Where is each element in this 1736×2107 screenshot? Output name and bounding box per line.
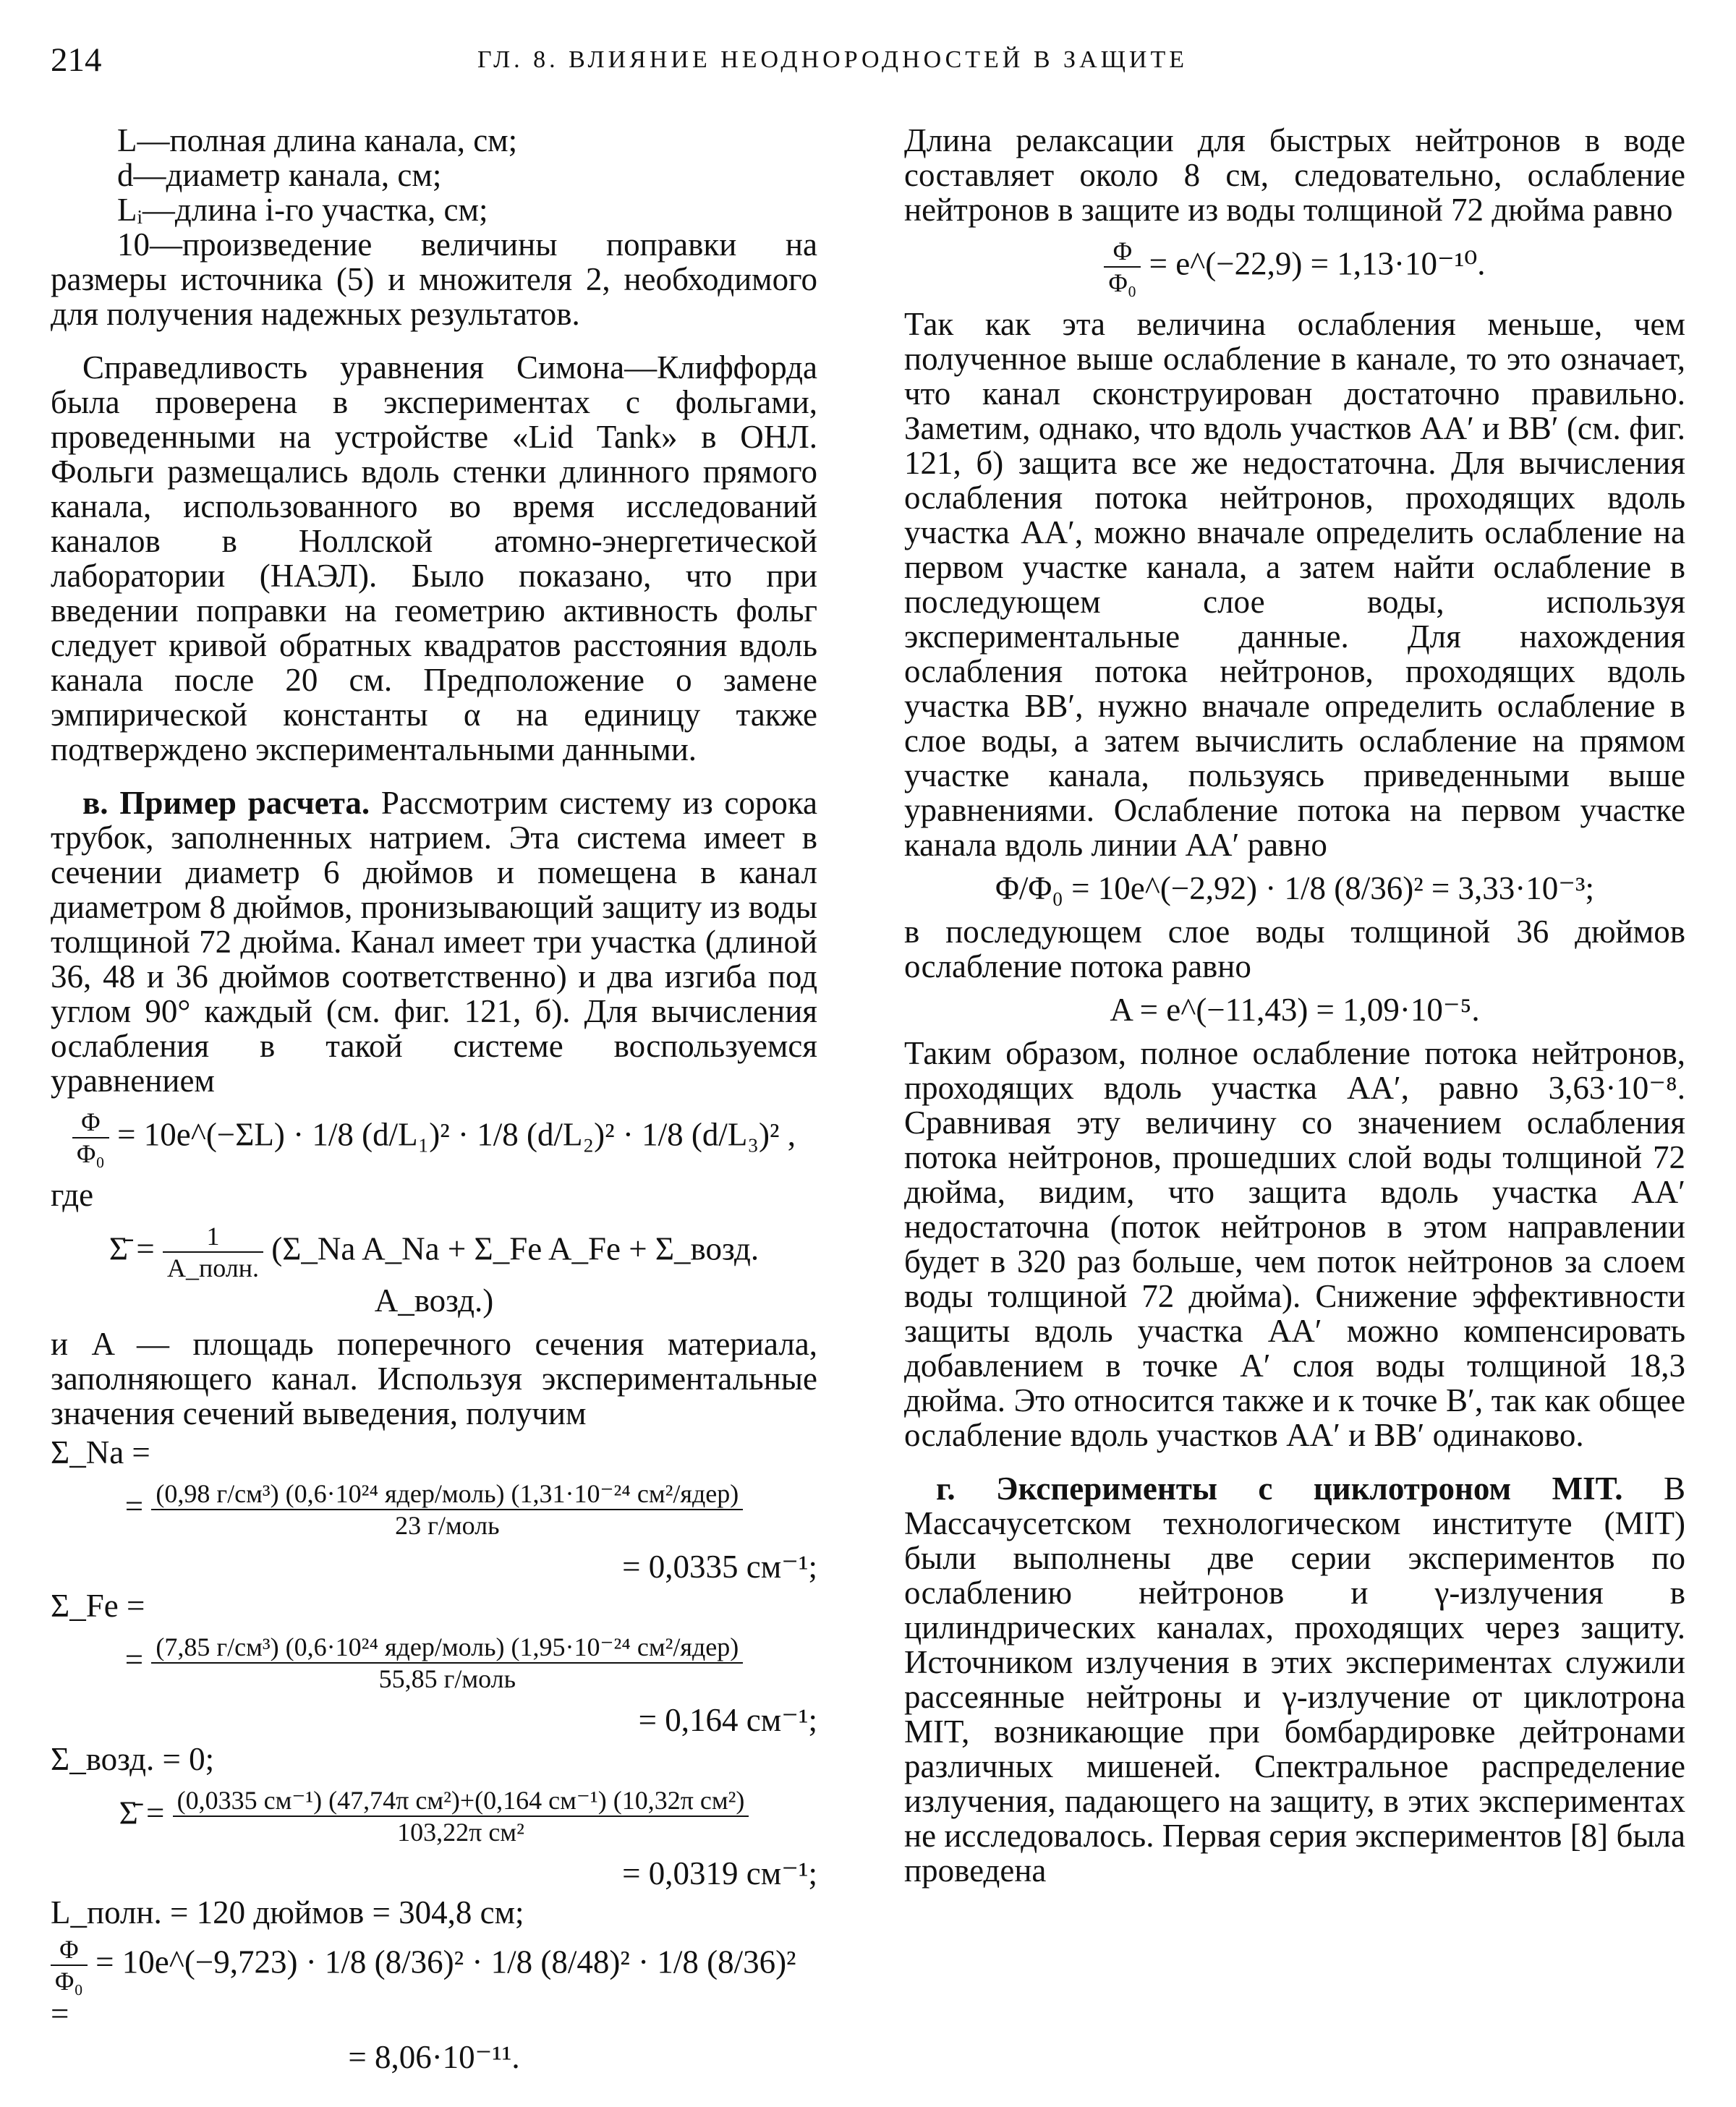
paragraph-total: Таким образом, полное ослабление потока нейтронов, проходящих вдоль участка AA′, равно 3,63·10⁻⁸. Сравнивая эту величину со значением ослабления потока нейтронов, прошедших слой воды толщиной 72 дюйма, видим, что защита вдоль участка AA′ недостаточна (поток нейтронов в этом направлении будет в 320 раз больше, чем поток нейтронов за слоем воды толщиной 72 дюйма). Снижение эффективности защиты вдоль участка AA′ можно компенсировать добавлением в точке A′ слоя воды толщиной 18,3 дюйма. Это относится также и к точке B′, так как общее ослабление вдоль участков AA′ и BB′ одинаково. bbox=[904, 1035, 1685, 1453]
where-label: где bbox=[51, 1177, 94, 1213]
definition-Li: Lᵢ—длина i-го участка, см; bbox=[117, 192, 488, 228]
calc-value: = 8,06·10⁻¹¹. bbox=[348, 2039, 520, 2075]
equation-water-rhs: = e^(−22,9) = 1,13·10⁻¹⁰. bbox=[1149, 245, 1486, 282]
sigma-na-fraction: = $\frac{\text{(0,98 г/см³) (0,6·10²⁴ ядер/моль) (1,31·10⁻²⁴ см²/ядер)}}{\text{23 г/моль}}$ bbox=[51, 1478, 817, 1541]
sigma-fe-fraction: = $\frac{\text{(7,85 г/см³) (0,6·10²⁴ ядер/моль) (1,95·10⁻²⁴ см²/ядер)}}{\text{55,85 г/моль}}$ bbox=[51, 1632, 817, 1694]
sigma-bar-fraction: Σ̄ = $\frac{\text{(0,0335 см⁻¹) (47,74π см²)+(0,164 см⁻¹) (10,32π см²)}}{\text{103,22π см²}}$ bbox=[51, 1785, 817, 1847]
equation-water: $\frac{\Phi}{\text{Φ₀}}$ = e^(−22,9) = 1,13·10⁻¹⁰. bbox=[904, 236, 1685, 298]
equation-main bbox=[51, 1107, 817, 1169]
page-header bbox=[43, 41, 1678, 84]
definition-L: L—полная длина канала, см; bbox=[117, 122, 518, 158]
equation-sigma: Σ̄ = $\frac{1}{\text{A\_полн.}}$ (Σ_Na A_Na + Σ_Fe A_Fe + Σ_возд. A_возд.) bbox=[109, 1222, 760, 1319]
section-g-heading: г. Эксперименты с циклотроном MIT. bbox=[936, 1470, 1623, 1507]
paragraph-relaxation: Длина релаксации для быстрых нейтронов в воде составляет около 8 см, следовательно, ослабление нейтронов в защите из воды толщиной 72 дюйма равно bbox=[904, 122, 1685, 228]
sigma-fe-numerator: (7,85 г/см³) (0,6·10²⁴ ядер/моль) (1,95·10⁻²⁴ см²/ядер) bbox=[151, 1632, 743, 1664]
page-number: 214 bbox=[51, 41, 102, 79]
sigma-na-denominator: 23 г/моль bbox=[395, 1511, 500, 1540]
right-column bbox=[904, 123, 1685, 1888]
paragraph-simon-clifford: Справедливость уравнения Симона—Клиффорда была проверена в экспериментах с фольгами, проведенными на устройстве «Lid Tank» в ОНЛ. Фольги размещались вдоль стенки длинного прямого канала, использованного во время исследований каналов в Ноллской атомно-энергетической лаборатории (НАЭЛ). Было показано, что при введении поправки на геометрию активность фольг следует кривой обратных квадратов расстояния вдоль канала после 20 см. Предположение о замене эмпирической константы α на единицу также подтверждено экспериментальными данными. bbox=[51, 349, 817, 767]
paragraph-channel: Так как эта величина ослабления меньше, чем полученное выше ослабление в канале, то это означает, что канал сконструирован достаточно правильно. Заметим, однако, что вдоль участков AA′ и BB′ (см. фиг. 121, б) защита все же недостаточна. Для вычисления ослабления потока нейтронов, проходящих вдоль участка AA′, можно вначале определить ослабление на первом участке канала, а затем найти ослабление в последующем слое воды, используя экспериментальные данные. Для нахождения ослабления потока нейтронов, проходящих вдоль участка BB′, нужно вначале определить ослабление в слое воды, а затем вычислить ослабление на прямом участке канала, пользуясь приведенными выше уравнениями. Ослабление потока на первом участке канала вдоль линии AA′ равно bbox=[904, 306, 1685, 863]
sigma-bar-numerator: (0,0335 см⁻¹) (47,74π см²)+(0,164 см⁻¹) (10,32π см²) bbox=[173, 1785, 749, 1817]
running-title: ГЛ. 8. ВЛИЯНИЕ НЕОДНОРОДНОСТЕЙ В ЗАЩИТЕ bbox=[477, 46, 1188, 73]
section-v-heading: в. Пример расчета. bbox=[82, 785, 370, 821]
l-full: L_полн. = 120 дюймов = 304,8 см; bbox=[51, 1894, 524, 1931]
sigma-na-label: Σ_Na = bbox=[51, 1434, 150, 1470]
sigma-bar-value: = 0,0319 см⁻¹; bbox=[622, 1855, 817, 1891]
section-v-text: Рассмотрим систему из сорока трубок, заполненных натрием. Эта система имеет в сечении диаметр 6 дюймов и помещена в канал диаметром 8 дюймов, пронизывающий защиту из воды толщиной 72 дюйма. Канал имеет три участка (длиной 36, 48 и 36 дюймов соответственно) и два изгиба под углом 90° каждый (см. фиг. 121, б). Для вычисления ослабления в такой системе воспользуемся уравнением bbox=[51, 785, 818, 1099]
phi-ratio: $\frac{\Phi}{\text{Φ₀}}$ bbox=[72, 1107, 109, 1169]
sigma-fe-value: = 0,164 см⁻¹; bbox=[638, 1702, 817, 1738]
section-v-paragraph bbox=[51, 786, 817, 1098]
paragraph-area: и A — площадь поперечного сечения материала, заполняющего канал. Используя экспериментальные значения сечений выведения, получим bbox=[51, 1326, 817, 1431]
calc-rhs: = 10e^(−9,723) · 1/8 (8/36)² · 1/8 (8/48)² · 1/8 (8/36)² = bbox=[51, 1944, 796, 2032]
sigma-na-value: = 0,0335 см⁻¹; bbox=[622, 1549, 817, 1585]
equation-water-layer: A = e^(−11,43) = 1,09·10⁻⁵. bbox=[1110, 992, 1480, 1028]
sigma-na-numerator: (0,98 г/см³) (0,6·10²⁴ ядер/моль) (1,31·10⁻²⁴ см²/ядер) bbox=[151, 1478, 743, 1510]
sigma-bar-denominator: 103,22π см² bbox=[397, 1818, 524, 1847]
calc-equation: $\frac{\Phi}{\text{Φ₀}}$ = 10e^(−9,723) · 1/8 (8/36)² · 1/8 (8/48)² · 1/8 (8/36)² = bbox=[51, 1935, 796, 2032]
sigma-fe-denominator: 55,85 г/моль bbox=[378, 1664, 516, 1693]
equation-sigma-rhs: (Σ_Na A_Na + Σ_Fe A_Fe + Σ_возд. A_возд.) bbox=[271, 1230, 760, 1319]
sigma-air: Σ_возд. = 0; bbox=[51, 1741, 215, 1777]
definition-d: d—диаметр канала, см; bbox=[117, 157, 442, 193]
section-g-paragraph bbox=[904, 1471, 1685, 1888]
sigma-fraction: $\frac{1}{\text{A\_полн.}}$ bbox=[163, 1221, 263, 1283]
left-column bbox=[51, 123, 817, 2083]
paragraph-water-layer: в последующем слое воды толщиной 36 дюймов ослабление потока равно bbox=[904, 914, 1685, 984]
definition-10: 10—произведение величины поправки на размеры источника (5) и множителя 2, необходимого для получения надежных результатов. bbox=[51, 226, 817, 332]
equation-first-segment: Φ/Φ₀ = 10e^(−2,92) · 1/8 (8/36)² = 3,33·10⁻³; bbox=[995, 870, 1595, 906]
section-g-text: В Массачусетском технологическом институте (MIT) были выполнены две серии экспериментов по ослаблению нейтронов и γ-излучения в цилиндрических каналах, проходящих через защиту. Источником излучения в этих экспериментах служили рассеянные нейтроны и γ-излучение от циклотрона MIT, возникающие при бомбардировке дейтронами различных мишеней. Спектральное распределение излучения, падающего на защиту, в этих экспериментах не исследовалось. Первая серия экспериментов [8] была проведена bbox=[904, 1470, 1686, 1889]
equation-main-rhs: = 10e^(−ΣL) · 1/8 (d/L₁)² · 1/8 (d/L₂)² · 1/8 (d/L₃)² , bbox=[117, 1116, 796, 1153]
sigma-fe-label: Σ_Fe = bbox=[51, 1588, 145, 1624]
